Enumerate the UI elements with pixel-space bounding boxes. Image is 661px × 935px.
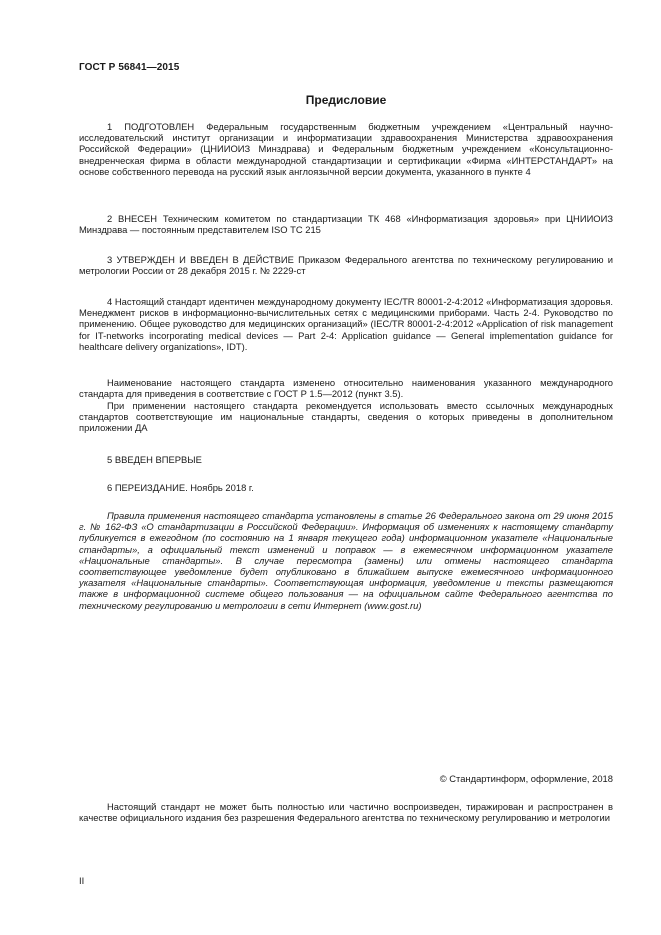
standard-code: ГОСТ Р 56841—2015 [79, 62, 180, 73]
paragraph-3: 3 УТВЕРЖДЕН И ВВЕДЕН В ДЕЙСТВИЕ Приказом Федерального агентства по техническому регулированию и метрологии России от 28 декабря 2015 г. № 2229-ст [79, 254, 613, 277]
page-number: II [79, 875, 85, 886]
paragraph-4-name-change: Наименование настоящего стандарта изменено относительно наименования указанного международного стандарта для приведения в соответствие с ГОСТ Р 1.5—2012 (пункт 3.5). [79, 377, 613, 400]
paragraph-6: 6 ПЕРЕИЗДАНИЕ. Ноябрь 2018 г. [107, 482, 254, 493]
paragraph-4: 4 Настоящий стандарт идентичен международному документу IEC/TR 80001-2-4:2012 «Информатизация здоровья. Менеджмент рисков в информационно-вычислительных сетях с медицинскими приборами. Часть 2-4. Руководство по применению. Общее руководство для медицинских организаций» (IEC/TR 80001-2-4:2012 «Application of risk management for IT-networks incorporating medical devices — Part 2-4: Application guidance — General implementation guidance for healthcare delivery organizations», IDT). [79, 296, 613, 352]
reproduction-notice: Настоящий стандарт не может быть полностью или частично воспроизведен, тиражирован и распространен в качестве официального издания без разрешения Федерального агентства по техническому регулированию и метрологии [79, 801, 613, 824]
application-rules-note: Правила применения настоящего стандарта установлены в статье 26 Федерального закона от 29 июня 2015 г. № 162-ФЗ «О стандартизации в Российской Федерации». Информация об изменениях к настоящему стандарту публикуется в ежегодном (по состоянию на 1 января текущего года) информационном указателе «Национальные стандарты», а официальный текст изменений и поправок — в ежемесячном информационном указателе «Национальные стандарты». В случае пересмотра (замены) или отмены настоящего стандарта соответствующее уведомление будет опубликовано в ближайшем выпуске ежемесячного информационного указателя «Национальные стандарты». Соответствующая информация, уведомление и тексты размещаются также в информационной системе общего пользования — на официальном сайте Федерального агентства по техническому регулированию и метрологии в сети Интернет (www.gost.ru) [79, 510, 613, 611]
paragraph-2: 2 ВНЕСЕН Техническим комитетом по стандартизации ТК 468 «Информатизация здоровья» при ЦНИИОИЗ Минздрава — постоянным представителем ISO ТС 215 [79, 213, 613, 236]
paragraph-5: 5 ВВЕДЕН ВПЕРВЫЕ [107, 454, 202, 465]
paragraph-1: 1 ПОДГОТОВЛЕН Федеральным государственным бюджетным учреждением «Центральный научно-исследовательский институт организации и информатизации здравоохранения Министерства здравоохранения Российской Федерации» (ЦНИИОИЗ Минздрава) и Федеральным бюджетным учреждением «Консультационно-внедренческая фирма в области международной стандартизации и сертификации «Фирма «ИНТЕРСТАНДАРТ» на основе собственного перевода на русский язык англоязычной версии документа, указанного в пункте 4 [79, 121, 613, 177]
copyright-notice: © Стандартинформ, оформление, 2018 [439, 773, 613, 784]
page-title: Предисловие [305, 93, 387, 107]
paragraph-4-references: При применении настоящего стандарта рекомендуется использовать вместо ссылочных международных стандартов соответствующие им национальные стандарты, сведения о которых приведены в дополнительном приложении ДА [79, 400, 613, 434]
